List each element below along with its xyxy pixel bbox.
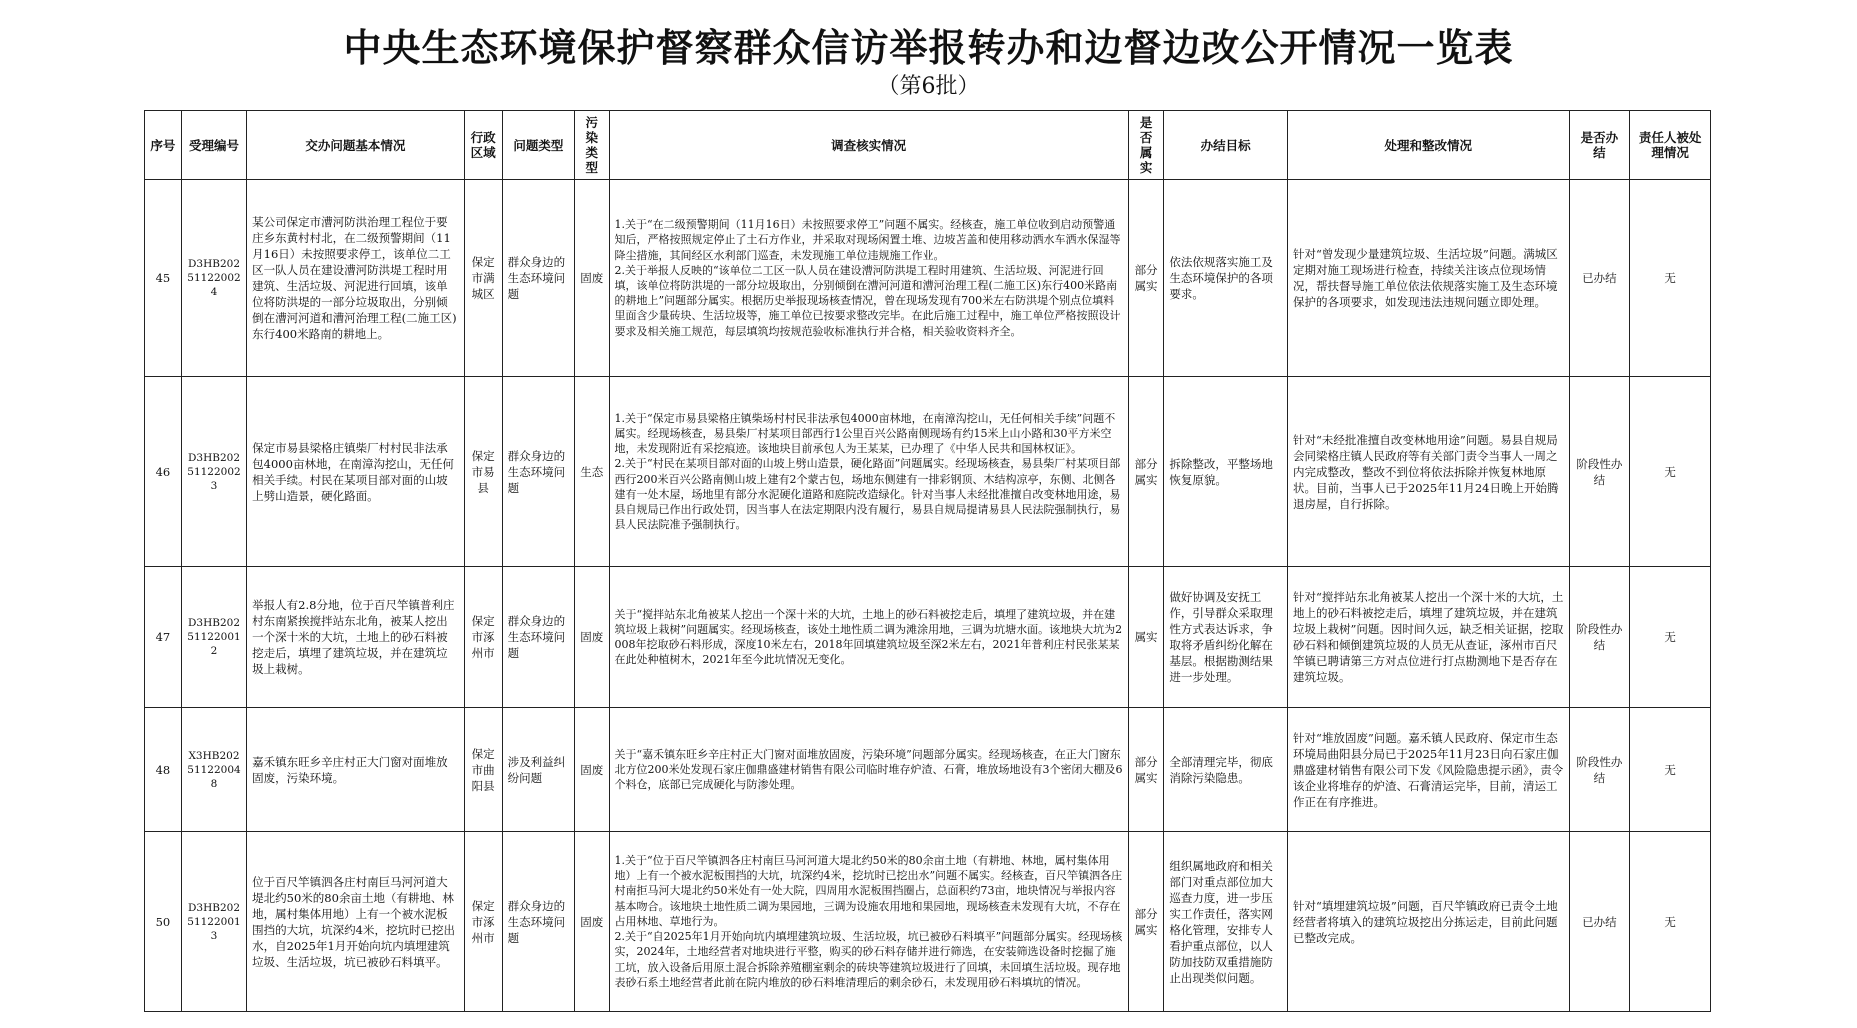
cell-done: 已办结 <box>1569 832 1630 1012</box>
cell-done: 阶段性办结 <box>1569 377 1630 567</box>
header-basic: 交办问题基本情况 <box>247 111 464 180</box>
petition-table <box>144 110 1711 1012</box>
table-row <box>145 832 1711 1012</box>
table-row <box>145 708 1711 832</box>
cell-verified: 部分属实 <box>1128 708 1164 832</box>
cell-basic: 嘉禾镇东旺乡辛庄村正大门窗对面堆放固废，污染环境。 <box>247 708 464 832</box>
cell-survey: 1.关于“位于百尺竿镇泗各庄村南巨马河河道大堤北约50米的80余亩土地（有耕地、林地，属村集体用地）上有一个被水泥板围挡的大坑，坑深约4米，挖坑时已挖出水”问题不属实。经核查，百尺竿镇泗各庄村南拒马河大堤北约50米处有一处大院，四周用水泥板围挡圈占，总面积约73亩，地块情况与举报内容基本吻合。该地块土地性质二调为果园地，三调为设施农用地和果园地，现场核查未发现有大坑，不存在占用林地、草地行为。 2.关于“自2025年1月开始向坑内填埋建筑垃圾、生活垃圾，坑已被砂石料填平”问题部分属实。经现场核实，2024年，土地经营者对地块进行平整，购买的砂石料存储并进行筛选，在安装筛选设备时挖掘了施工坑，放入设备后用原土混合拆除养殖棚室剩余的砖块等建筑垃圾进行了回填，未回填生活垃圾。现存地表砂石系土地经营者此前在院内堆放的砂石料堆清理后的剩余砂石，未发现用砂石料填坑的情况。 <box>609 832 1128 1012</box>
cell-region: 保定市涿州市 <box>464 567 502 708</box>
cell-handling: 针对“未经批准擅自改变林地用途”问题。易县自规局会同梁格庄镇人民政府等有关部门责令当事人一周之内完成整改，整改不到位将依法拆除并恢复林地原状。目前，当事人已于2025年11月24日晚上开始腾退房屋，自行拆除。 <box>1287 377 1569 567</box>
cell-id: D3HB202511220023 <box>181 377 246 567</box>
cell-pollution: 生态 <box>575 377 609 567</box>
cell-id: D3HB202511220012 <box>181 567 246 708</box>
header-region: 行政区域 <box>464 111 502 180</box>
cell-id: D3HB202511220024 <box>181 180 246 377</box>
cell-survey: 1.关于“保定市易县梁格庄镇柴场村村民非法承包4000亩林地，在南漳沟挖山，无任何相关手续”问题不属实。经现场核查，易县柴厂村某项目部西行1公里百兴公路南侧现场有约15米上山小路和30平方米空地，未发现附近有采挖痕迹。该地块目前承包人为王某某，已办理了《中华人民共和国林权证》。 2.关于“村民在某项目部对面的山坡上劈山造景，硬化路面”问题属实。经现场核查，易县柴厂村某项目部西行200米百兴公路南侧山坡上建有2个蒙古包，场地东侧建有一排彩钢顶、木结构凉亭，东侧、北侧各建有一处木屋，场地里有部分水泥硬化道路和庭院改造绿化。针对当事人未经批准擅自改变林地用途，易县自规局已作出行政处罚，因当事人在法定期限内没有履行，易县自规局提请易县人民法院强制执行，易县人民法院准予强制执行。 <box>609 377 1128 567</box>
cell-done: 已办结 <box>1569 180 1630 377</box>
cell-region: 保定市曲阳县 <box>464 708 502 832</box>
cell-seq: 45 <box>145 180 182 377</box>
document-title: 中央生态环境保护督察群众信访举报转办和边督边改公开情况一览表 <box>343 25 1514 70</box>
header-seq: 序号 <box>145 111 182 180</box>
table-row <box>145 567 1711 708</box>
header-survey: 调查核实情况 <box>609 111 1128 180</box>
cell-verified: 部分属实 <box>1128 377 1164 567</box>
cell-goal: 做好协调及安抚工作，引导群众采取理性方式表达诉求，争取将矛盾纠纷化解在基层。根据勘测结果进一步处理。 <box>1164 567 1288 708</box>
cell-basic: 位于百尺竿镇泗各庄村南巨马河河道大堤北约50米的80余亩土地（有耕地、林地，属村集体用地）上有一个被水泥板围挡的大坑，坑深约4米，挖坑时已挖出水，自2025年1月开始向坑内填埋建筑垃圾、生活垃圾，坑已被砂石料填平。 <box>247 832 464 1012</box>
cell-seq: 50 <box>145 832 182 1012</box>
header-punish: 责任人被处理情况 <box>1630 111 1711 180</box>
cell-verified: 部分属实 <box>1128 832 1164 1012</box>
cell-type: 群众身边的生态环境问题 <box>502 377 574 567</box>
cell-goal: 全部清理完毕，彻底消除污染隐患。 <box>1164 708 1288 832</box>
cell-id: X3HB202511220048 <box>181 708 246 832</box>
cell-pollution: 固废 <box>575 708 609 832</box>
cell-punish: 无 <box>1630 180 1711 377</box>
cell-punish: 无 <box>1630 567 1711 708</box>
cell-seq: 47 <box>145 567 182 708</box>
cell-pollution: 固废 <box>575 180 609 377</box>
cell-type: 群众身边的生态环境问题 <box>502 832 574 1012</box>
cell-type: 群众身边的生态环境问题 <box>502 180 574 377</box>
cell-basic: 举报人有2.8分地，位于百尺竿镇普利庄村东南紧挨搅拌站东北角，被某人挖出一个深十米的大坑，土地上的砂石料被挖走后，填埋了建筑垃圾，并在建筑垃圾上栽树。 <box>247 567 464 708</box>
cell-punish: 无 <box>1630 832 1711 1012</box>
cell-punish: 无 <box>1630 377 1711 567</box>
header-pollution: 污染类型 <box>575 111 609 180</box>
table-header-row <box>145 111 1711 180</box>
cell-survey: 关于“嘉禾镇东旺乡辛庄村正大门窗对面堆放固废，污染环境”问题部分属实。经现场核查，在正大门窗东北方位200米处发现石家庄伽鼎盛建材销售有限公司临时堆存炉渣、石膏，堆放场地设有3个密闭大棚及6个料仓，底部已完成硬化与防渗处理。 <box>609 708 1128 832</box>
header-done: 是否办结 <box>1569 111 1630 180</box>
cell-type: 涉及利益纠纷问题 <box>502 708 574 832</box>
header-type: 问题类型 <box>502 111 574 180</box>
cell-basic: 某公司保定市漕河防洪治理工程位于要庄乡东黄村村北，在二级预警期间（11月16日）未按照要求停工，该单位二工区一队人员在建设漕河防洪堤工程时用建筑、生活垃圾、河泥进行回填，该单位将防洪堤的一部分垃圾取出，分别倾倒在漕河河道和漕河治理工程(二施工区)东行400米路南的耕地上。 <box>247 180 464 377</box>
cell-done: 阶段性办结 <box>1569 708 1630 832</box>
header-id: 受理编号 <box>181 111 246 180</box>
cell-handling: 针对“搅拌站东北角被某人挖出一个深十米的大坑，土地上的砂石料被挖走后，填埋了建筑垃圾，并在建筑垃圾上栽树”问题。因时间久远，缺乏相关证据，挖取砂石料和倾倒建筑垃圾的人员无从查证，涿州市百尺竿镇已聘请第三方对点位进行打点勘测地下是否存在建筑垃圾。 <box>1287 567 1569 708</box>
cell-verified: 属实 <box>1128 567 1164 708</box>
cell-region: 保定市易县 <box>464 377 502 567</box>
cell-pollution: 固废 <box>575 832 609 1012</box>
cell-goal: 依法依规落实施工及生态环境保护的各项要求。 <box>1164 180 1288 377</box>
cell-goal: 拆除整改，平整场地恢复原貌。 <box>1164 377 1288 567</box>
batch-subtitle: （第6批） <box>877 74 980 99</box>
cell-handling: 针对“堆放固废”问题。嘉禾镇人民政府、保定市生态环境局曲阳县分局已于2025年11月23日向石家庄伽鼎盛建材销售有限公司下发《风险隐患提示函》，责令该企业将堆存的炉渣、石膏清运完毕，目前，清运工作正在有序推进。 <box>1287 708 1569 832</box>
cell-done: 阶段性办结 <box>1569 567 1630 708</box>
cell-seq: 46 <box>145 377 182 567</box>
cell-type: 群众身边的生态环境问题 <box>502 567 574 708</box>
cell-goal: 组织属地政府和相关部门对重点部位加大巡查力度，进一步压实工作责任，落实网格化管理，安排专人看护重点部位，以人防加技防双重措施防止出现类似问题。 <box>1164 832 1288 1012</box>
header-verified: 是否属实 <box>1128 111 1164 180</box>
header-goal: 办结目标 <box>1164 111 1288 180</box>
cell-survey: 关于“搅拌站东北角被某人挖出一个深十米的大坑，土地上的砂石料被挖走后，填埋了建筑垃圾，并在建筑垃圾上栽树”问题属实。经现场核查，该处土地性质二调为滩涂用地，三调为坑塘水面。该地块大坑为2008年挖取砂石料形成，深度10米左右，2018年回填建筑垃圾至深2米左右，2021年普利庄村民张某某在此处种植树木，2021年至今此坑情况无变化。 <box>609 567 1128 708</box>
cell-handling: 针对“填埋建筑垃圾”问题，百尺竿镇政府已责令土地经营者将填入的建筑垃圾挖出分拣运走，目前此问题已整改完成。 <box>1287 832 1569 1012</box>
cell-seq: 48 <box>145 708 182 832</box>
cell-verified: 部分属实 <box>1128 180 1164 377</box>
cell-pollution: 固废 <box>575 567 609 708</box>
cell-basic: 保定市易县梁格庄镇柴厂村村民非法承包4000亩林地，在南漳沟挖山，无任何相关手续。村民在某项目部对面的山坡上劈山造景，硬化路面。 <box>247 377 464 567</box>
cell-region: 保定市满城区 <box>464 180 502 377</box>
cell-punish: 无 <box>1630 708 1711 832</box>
table-row <box>145 180 1711 377</box>
cell-region: 保定市涿州市 <box>464 832 502 1012</box>
cell-survey: 1.关于“在二级预警期间（11月16日）未按照要求停工”问题不属实。经核查，施工单位收到启动预警通知后，严格按照规定停止了土石方作业，并采取对现场闲置土堆、边坡苫盖和使用移动洒水车洒水保湿等降尘措施，其间经区水利部门巡查，未发现施工单位违规施工作业。 2.关于举报人反映的“该单位二工区一队人员在建设漕河防洪堤工程时用建筑、生活垃圾、河泥进行回填，该单位将防洪堤的一部分垃圾取出，分别倾倒在漕河河道和漕河治理工程(二施工区)东行400米路南的耕地上”问题部分属实。根据历史举报现场核查情况，曾在现场发现有700米左右防洪堤个别点位填料里面含少量砖块、生活垃圾等，施工单位已按要求整改完毕。在此后施工过程中，施工单位严格按照设计要求及相关施工规范，每层填筑均按规范验收标准执行并合格，相关验收资料齐全。 <box>609 180 1128 377</box>
table-row <box>145 377 1711 567</box>
cell-id: D3HB202511220013 <box>181 832 246 1012</box>
header-handling: 处理和整改情况 <box>1287 111 1569 180</box>
cell-handling: 针对“曾发现少量建筑垃圾、生活垃圾”问题。满城区定期对施工现场进行检查，持续关注该点位现场情况，帮扶督导施工单位依法依规落实施工及生态环境保护的各项要求，如发现违法违规问题立即处理。 <box>1287 180 1569 377</box>
